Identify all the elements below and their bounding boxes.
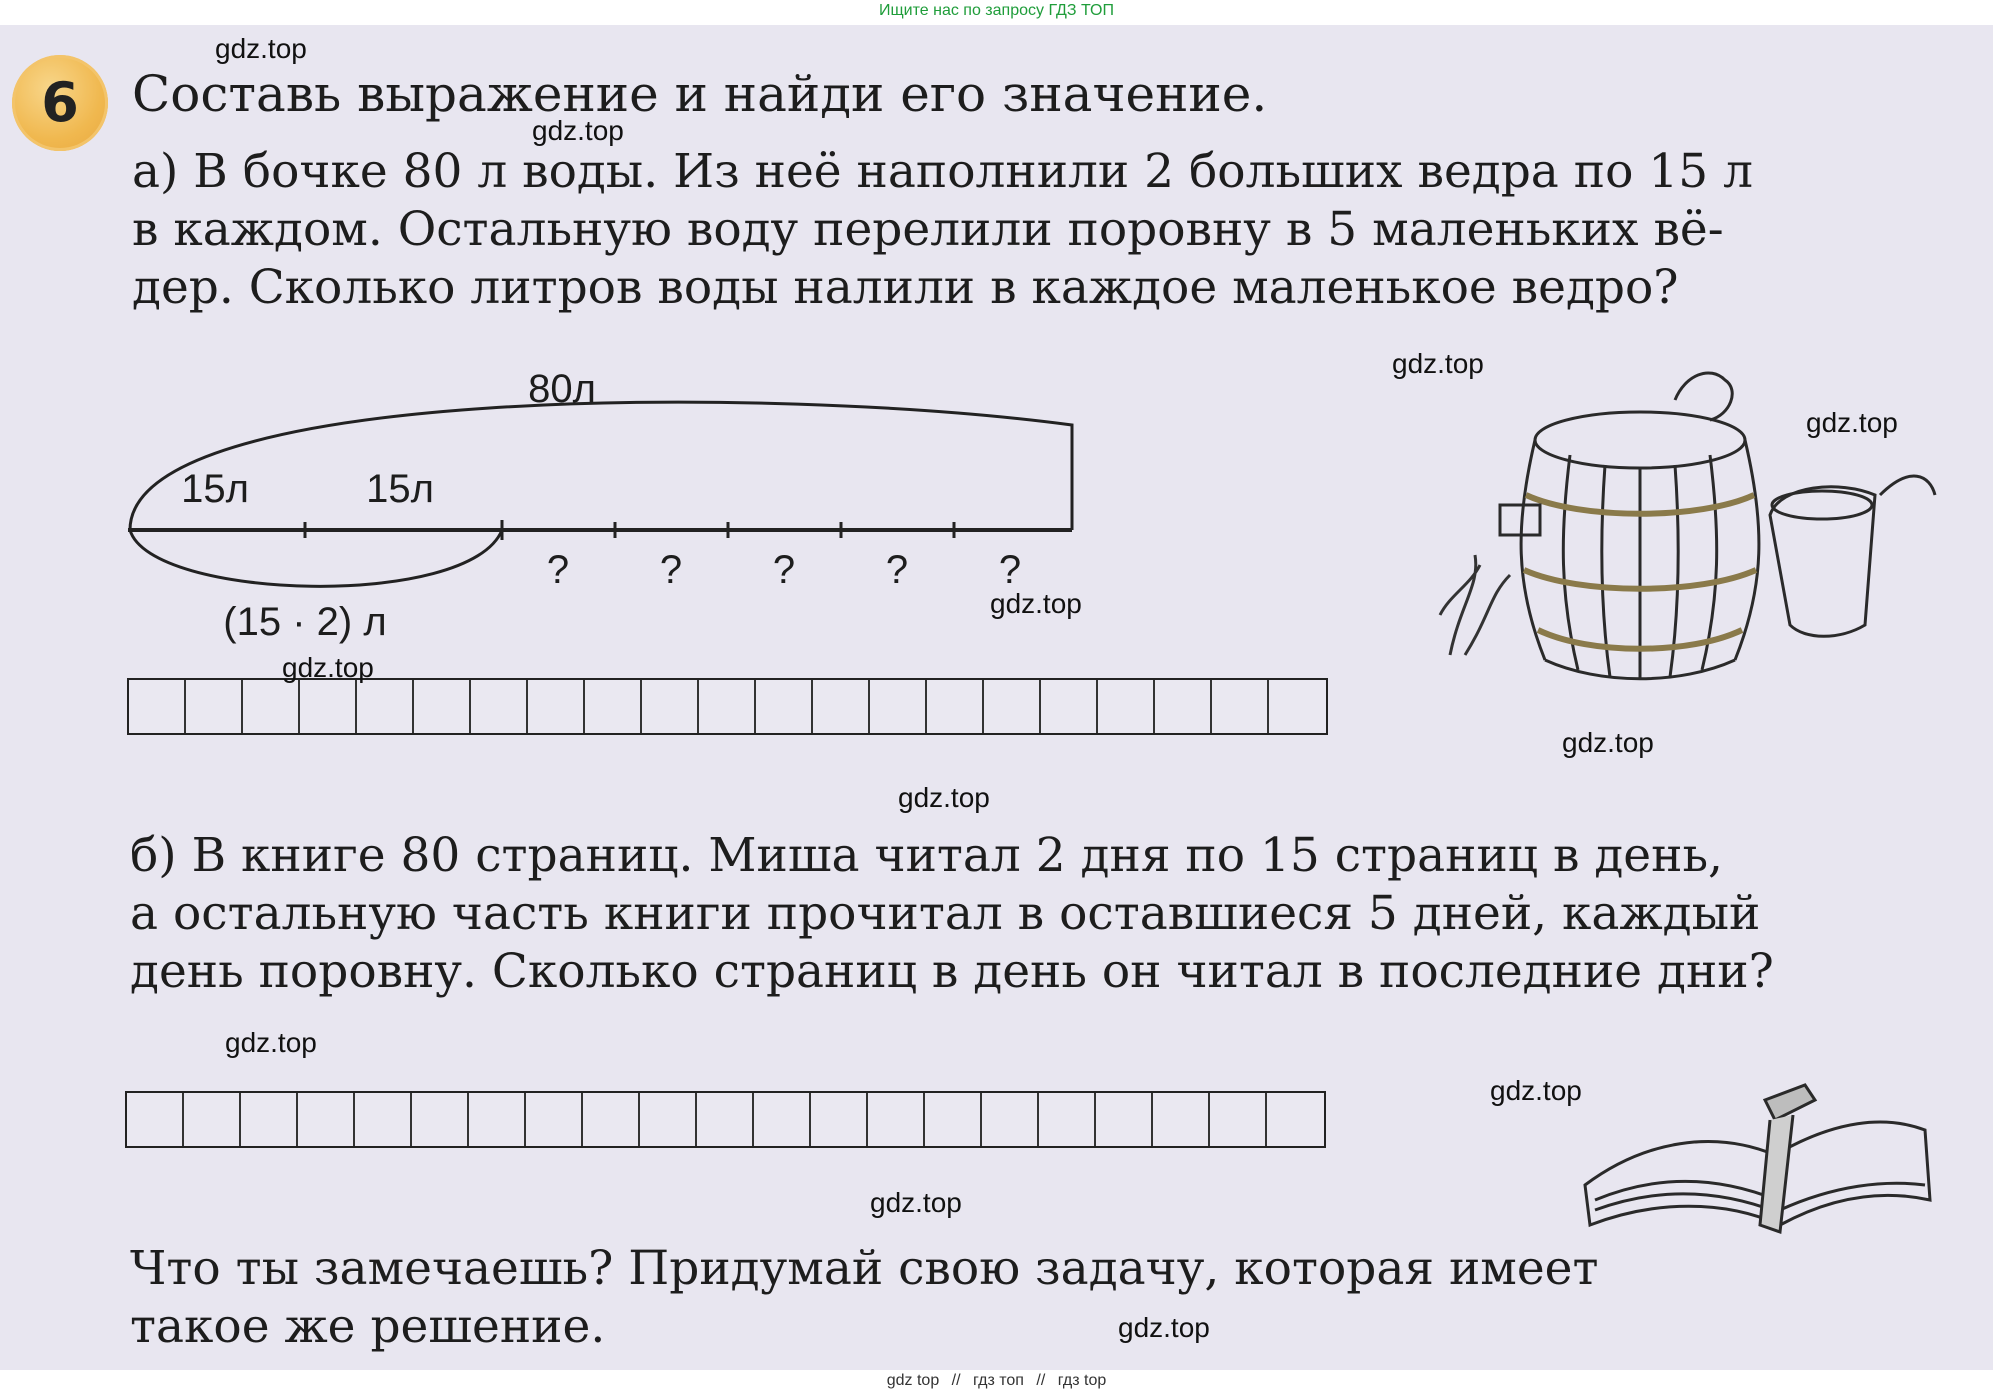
answer-cells-b[interactable] xyxy=(125,1091,1326,1148)
lower-brace xyxy=(130,530,502,586)
barrel-illustration xyxy=(1420,355,1980,695)
segment-1-label: 15л xyxy=(181,467,249,511)
bottom-banner-separator: // xyxy=(1036,1372,1046,1389)
watermark: gdz.top xyxy=(215,33,307,64)
top-banner: Ищите нас по запросу ГДЗ ТОП xyxy=(879,2,1114,19)
unknown-1: ? xyxy=(546,548,570,592)
watermark: gdz.top xyxy=(225,1027,317,1058)
bottom-banner xyxy=(0,1370,1993,1395)
watermark: gdz.top xyxy=(282,652,374,683)
unknown-4: ? xyxy=(885,548,909,592)
watermark: gdz.top xyxy=(898,782,990,813)
book-illustration xyxy=(1565,1060,1945,1245)
segment-diagram xyxy=(110,365,1110,655)
part-b-line-1: б) В книге 80 страниц. Миша читал 2 дня по 15 страниц в день, xyxy=(130,828,1723,883)
part-b-line-2: а остальную часть книги прочитал в оставшиеся 5 дней, каждый xyxy=(130,886,1761,941)
watermark: gdz.top xyxy=(1118,1312,1210,1343)
bottom-banner-item[interactable]: gdz top xyxy=(886,1372,940,1389)
part-a-line-2: в каждом. Остальную воду перелили поровну в 5 маленьких вё- xyxy=(132,202,1724,257)
task-title: Составь выражение и найди его значение. xyxy=(132,65,1268,123)
part-a-line-1: а) В бочке 80 л воды. Из неё наполнили 2 больших ведра по 15 л xyxy=(132,144,1753,199)
watermark: gdz.top xyxy=(1562,727,1654,758)
watermark: gdz.top xyxy=(1806,407,1898,438)
closing-line-1: Что ты замечаешь? Придумай свою задачу, которая имеет xyxy=(130,1241,1599,1296)
bottom-banner-item[interactable]: гдз top xyxy=(1057,1372,1107,1389)
unknown-2: ? xyxy=(659,548,683,592)
closing-line-2: такое же решение. xyxy=(130,1299,606,1354)
unknown-3: ? xyxy=(772,548,796,592)
part-b-line-3: день поровну. Сколько страниц в день он читал в последние дни? xyxy=(130,944,1774,999)
brace-expression-label: (15 · 2) л xyxy=(223,600,387,644)
answer-cells-a[interactable] xyxy=(127,678,1328,735)
task-number-badge: 6 xyxy=(12,55,108,151)
watermark: gdz.top xyxy=(532,115,624,146)
watermark: gdz.top xyxy=(1490,1075,1582,1106)
bottom-banner-separator: // xyxy=(951,1372,961,1389)
watermark: gdz.top xyxy=(870,1187,962,1218)
watermark: gdz.top xyxy=(990,588,1082,619)
total-brace xyxy=(130,402,1072,530)
total-label: 80л xyxy=(528,367,596,411)
part-a-line-3: дер. Сколько литров воды налили в каждое маленькое ведро? xyxy=(132,260,1679,315)
bottom-banner-item[interactable]: гдз топ xyxy=(973,1372,1024,1389)
textbook-page xyxy=(0,25,1993,1370)
unknown-5: ? xyxy=(998,548,1022,592)
segment-2-label: 15л xyxy=(366,467,434,511)
watermark: gdz.top xyxy=(1392,348,1484,379)
